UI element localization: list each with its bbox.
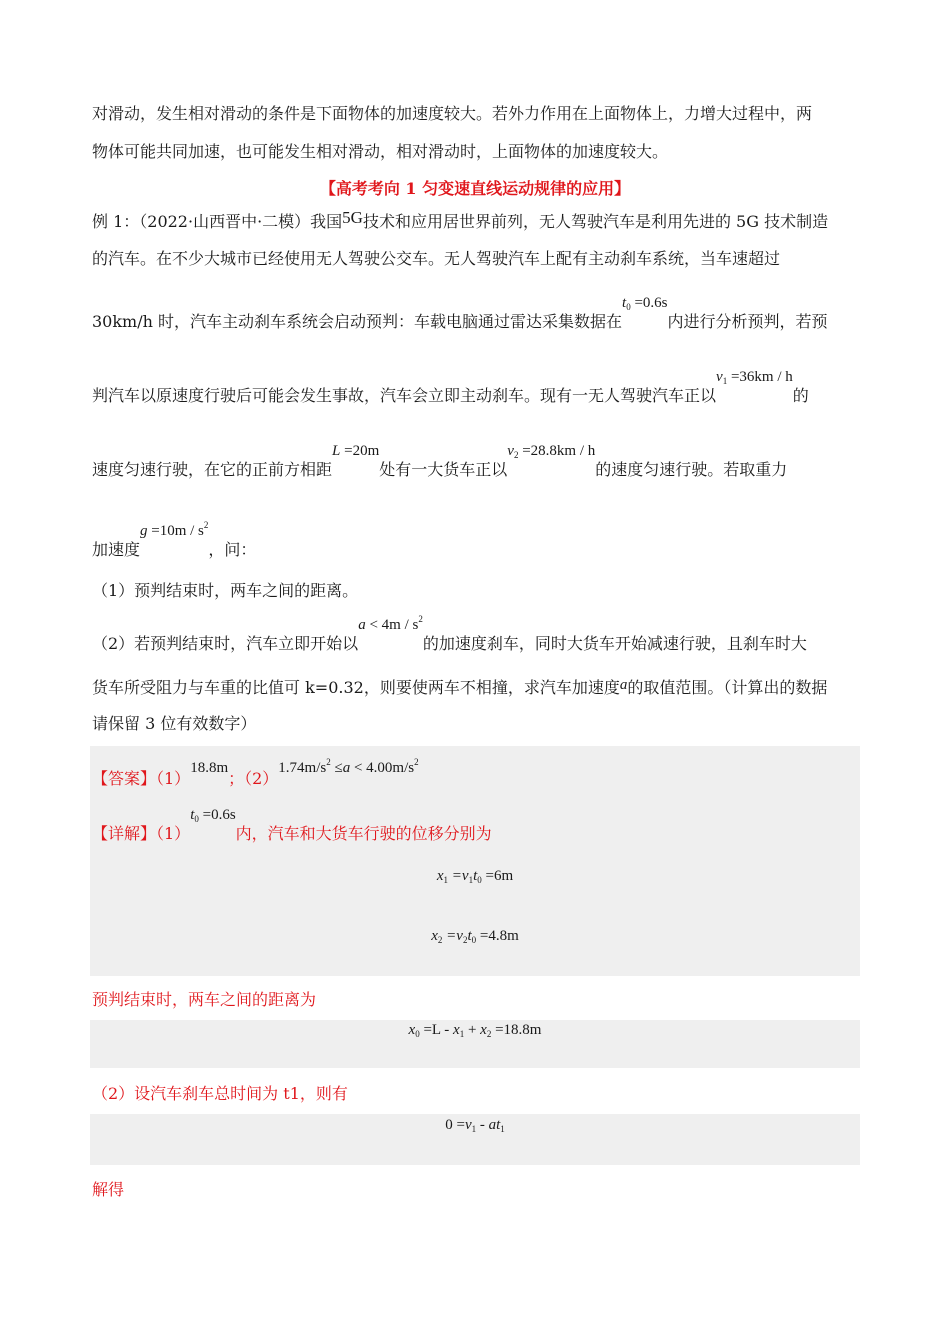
example-line-1: 例 1：（2022·山西晋中·二模）我国5G技术和应用居世界前列，无人驾驶汽车是利用先进的 5G 技术制造	[92, 208, 829, 231]
distance-label: 预判结束时，两车之间的距离为	[92, 990, 317, 1009]
intro-line-1: 对滑动，发生相对滑动的条件是下面物体的加速度较大。若外力作用在上面物体上，力增大过程中，两	[92, 104, 813, 123]
question-2-line-3: 请保留 3 位有效数字）	[92, 714, 257, 733]
formula-L: L =20m	[332, 443, 380, 459]
symbol-a: a	[619, 677, 628, 693]
detail-line: 【详解】$(1)t_0 =0.6s$内，汽车和大货车行驶的位移分别为	[92, 807, 492, 843]
equation-brake-time: $0 =v_1 - at_1$	[445, 1117, 505, 1134]
answer-2-range: $1.74m/s^2 \le a < 4.00m/s^2$	[278, 757, 419, 776]
question-1: （1）预判结束时，两车之间的距离。	[92, 581, 359, 600]
formula-a-limit: $a < 4m / s^2$	[358, 614, 423, 633]
example-line-5: 速度匀速行驶，在它的正前方相距L =20m处有一大货车正以$v_2 =28.8km / h$的速度匀速行驶。若取重力	[92, 443, 788, 479]
part-2-label: （2）设汽车刹车总时间为 t1，则有	[92, 1084, 348, 1103]
formula-v2: $v_2 =28.8km / h$	[507, 443, 596, 460]
formula-g: $g =10m / s^2$	[140, 520, 209, 539]
section-title: 【高考考向 1 匀变速直线运动规律的应用】	[319, 179, 631, 198]
question-2-line-1: （2）若预判结束时，汽车立即开始以$a < 4m / s^2$的加速度刹车，同时大货车开始减速行驶，且刹车时大	[92, 614, 807, 653]
example-line-3: 30km/h 时，汽车主动刹车系统会启动预判：车载电脑通过雷达采集数据在$t_0 =0.6s$内进行分析预判，若预	[92, 295, 828, 331]
example-line-2: 的汽车。在不少大城市已经使用无人驾驶公交车。无人驾驶汽车上配有主动刹车系统，当车速超过	[92, 249, 781, 268]
formula-t0: $t_0 =0.6s$	[622, 295, 668, 312]
equation-x0: $x_0 =L - x_1 + x_2 =18.8m$	[408, 1022, 542, 1039]
answer-line: 【答案】（1）18.8m；$(2)1.74m/s^2 \le a < 4.00m/s^2$	[92, 757, 419, 788]
intro-line-2: 物体可能共同加速，也可能发生相对滑动，相对滑动时，上面物体的加速度较大。	[92, 142, 669, 161]
formula-v1: $v_1 =36km / h$	[716, 369, 793, 386]
answer-1-value: 18.8m	[190, 760, 229, 776]
example-line-6: 加速度$g =10m / s^2$，问：	[92, 520, 257, 559]
detail-formula-t0: $t_0 =0.6s$	[190, 807, 236, 824]
equation-x2: $x_2 =v_2t_0 =4.8m$	[431, 928, 519, 945]
question-2-line-2: 货车所受阻力与车重的比值可 k=0.32，则要使两车不相撞，求汽车加速度a的取值范围。（计算出的数据	[92, 677, 828, 697]
equation-x1: $x_1 =v_1t_0 =6m$	[436, 868, 514, 885]
solve-label: 解得	[92, 1180, 125, 1199]
example-line-4: 判汽车以原速度行驶后可能会发生事故，汽车会立即主动刹车。现有一无人驾驶汽车正以$v_1 =36km / h$的	[92, 369, 809, 405]
